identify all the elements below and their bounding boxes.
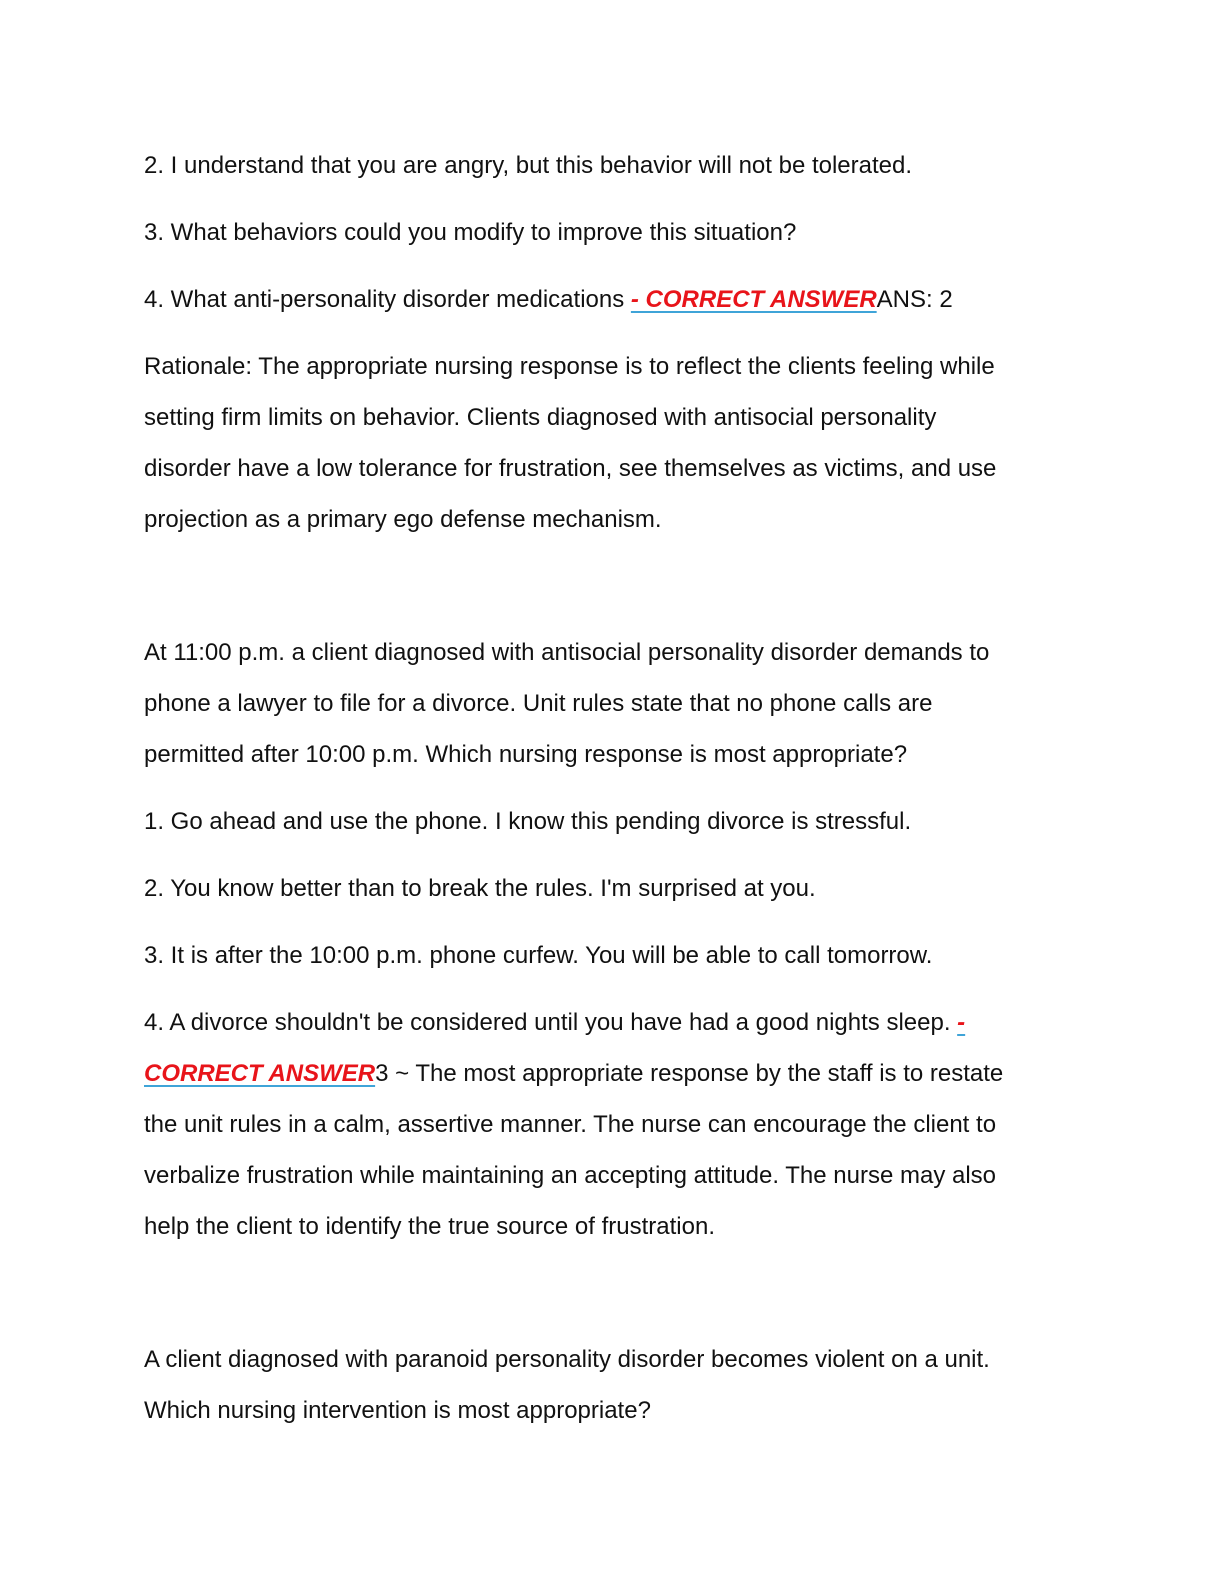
q2-answer-line [144,1048,1084,1099]
q2-answer-dash: - [957,1009,966,1036]
q2-option-4 [144,997,1084,1048]
q1-answer-value: ANS: 2 [876,286,953,313]
q1-rationale-line: setting firm limits on behavior. Clients diagnosed with antisocial personality [144,404,937,431]
document-page [144,140,1084,1436]
q2-option-2: 2. You know better than to break the rules. I'm surprised at you. [144,875,816,902]
q2-question-line: phone a lawyer to file for a divorce. Unit rules state that no phone calls are [144,690,933,717]
q1-option-2: 2. I understand that you are angry, but this behavior will not be tolerated. [144,152,913,179]
q2-question-line: permitted after 10:00 p.m. Which nursing response is most appropriate? [144,741,908,768]
q1-option-4 [144,274,1084,325]
q2-question-line: At 11:00 p.m. a client diagnosed with antisocial personality disorder demands to [144,639,990,666]
q3-question-line: Which nursing intervention is most appropriate? [144,1397,651,1424]
q2-option-3: 3. It is after the 10:00 p.m. phone curfew. You will be able to call tomorrow. [144,942,933,969]
q2-option-1: 1. Go ahead and use the phone. I know this pending divorce is stressful. [144,808,912,835]
q1-option-4-text: 4. What anti-personality disorder medications [144,286,631,313]
q1-correct-answer-label: - CORRECT ANSWER [630,286,877,313]
q1-rationale-line: projection as a primary ego defense mechanism. [144,506,662,533]
q2-rationale-line: verbalize frustration while maintaining an accepting attitude. The nurse may also [144,1162,997,1189]
q1-rationale-line: Rationale: The appropriate nursing response is to reflect the clients feeling while [144,353,995,380]
q3-question-line: A client diagnosed with paranoid personality disorder becomes violent on a unit. [144,1346,990,1373]
q1-option-3: 3. What behaviors could you modify to improve this situation? [144,219,797,246]
q2-rationale-line: the unit rules in a calm, assertive manner. The nurse can encourage the client to [144,1111,997,1138]
q2-correct-answer-label: CORRECT ANSWER [144,1060,376,1087]
q2-rationale-line: help the client to identify the true source of frustration. [144,1213,715,1240]
q2-option-4-text: 4. A divorce shouldn't be considered until you have had a good nights sleep. [144,1009,958,1036]
q1-rationale-line: disorder have a low tolerance for frustration, see themselves as victims, and use [144,455,997,482]
q2-answer-rationale-start: 3 ~ The most appropriate response by the staff is to restate [375,1060,1004,1087]
